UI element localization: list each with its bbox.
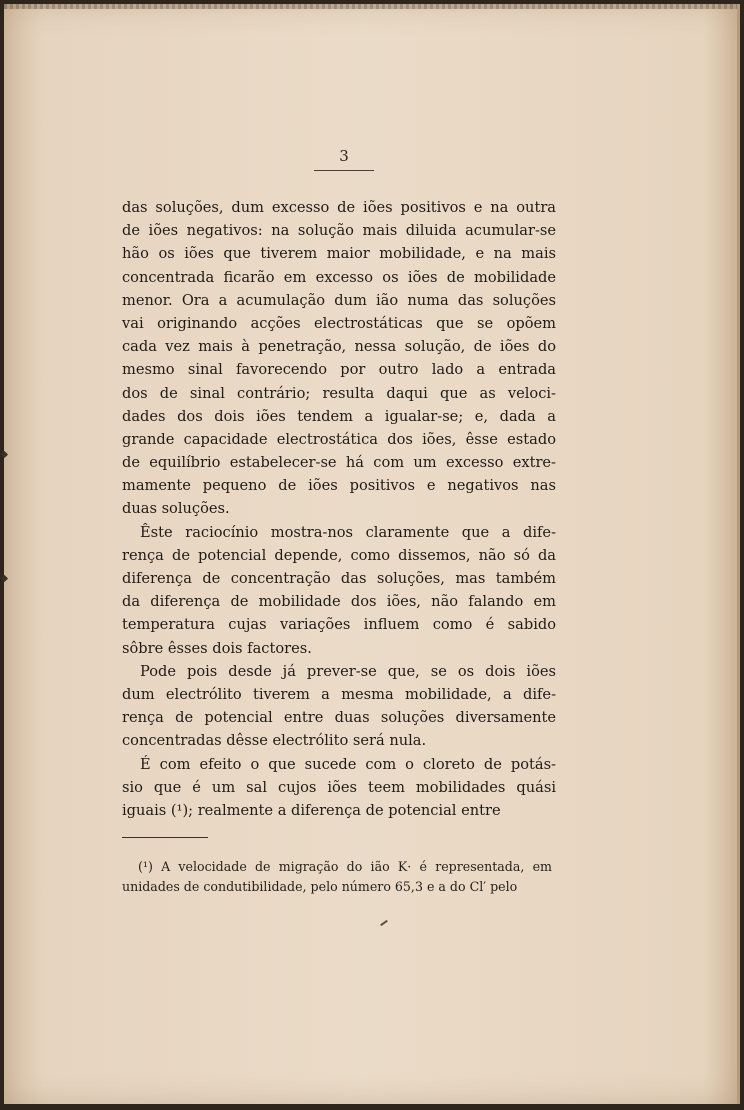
text-line: vai originando acções electrostáticas que se opõem (122, 314, 556, 332)
text-line: grande capacidade electrostática dos iões, êsse estado (122, 430, 556, 448)
text-line: dum electrólito tiverem a mesma mobilidade, a dife- (122, 685, 556, 703)
text-line: Êste raciocínio mostra-nos claramente que a dife- (140, 523, 556, 541)
ink-speck (380, 920, 388, 926)
text-line: das soluções, dum excesso de iões positivos e na outra (122, 199, 556, 216)
text-line: de iões negativos: na solução mais diluida acumular-se (122, 222, 556, 240)
text-line: duas soluções. (122, 500, 230, 518)
text-line: de equilíbrio estabelecer-se há com um excesso extre- (122, 454, 556, 472)
text-line: concentradas dêsse electrólito será nula. (122, 732, 427, 750)
page-number: 3 (339, 147, 349, 165)
body-text (122, 196, 556, 822)
text-line: concentrada ficarão em excesso os iões de mobilidade (122, 268, 556, 286)
text-line: temperatura cujas variações influem como é sabido (122, 616, 556, 634)
text-line: hão os iões que tiverem maior mobilidade, e na mais (122, 245, 556, 263)
text-line: rença de potencial entre duas soluções diversamente (122, 709, 556, 727)
text-line: sio que é um sal cujos iões teem mobilidades quási (122, 778, 556, 796)
text-line: É com efeito o que sucede com o cloreto de potás- (140, 755, 556, 773)
page-top-edge (4, 4, 737, 9)
text-line: rença de potencial depende, como dissemos, não só da (122, 546, 556, 564)
page-number-rule (314, 170, 374, 171)
footnote-line: (¹) A velocidade de migração do ião K· é representada, em (138, 859, 552, 874)
footnote-line: unidades de condutibilidade, pelo número 65,3 e a do Cl′ pelo (122, 879, 518, 894)
text-line: mamente pequeno de iões positivos e negativos nas (122, 477, 556, 495)
text-line: dos de sinal contrário; resulta daqui que as veloci- (122, 384, 556, 402)
text-line: Pode pois desde já prever-se que, se os dois iões (140, 662, 556, 680)
footnote (122, 857, 552, 897)
text-line: iguais (¹); realmente a diferença de potencial entre (122, 801, 501, 819)
text-line: da diferença de mobilidade dos iões, não falando em (122, 593, 556, 611)
text-line: menor. Ora a acumulação dum ião numa das soluções (122, 291, 556, 309)
text-line: diferença de concentração das soluções, mas também (122, 570, 556, 587)
footnote-separator (122, 837, 208, 838)
text-line: sôbre êsses dois factores. (122, 639, 312, 657)
text-line: dades dos dois iões tendem a igualar-se; e, dada a (122, 407, 556, 425)
text-line: cada vez mais à penetração, nessa solução, de iões do (122, 338, 556, 356)
book-page (4, 4, 740, 1104)
text-line: mesmo sinal favorecendo por outro lado a entrada (122, 361, 556, 379)
